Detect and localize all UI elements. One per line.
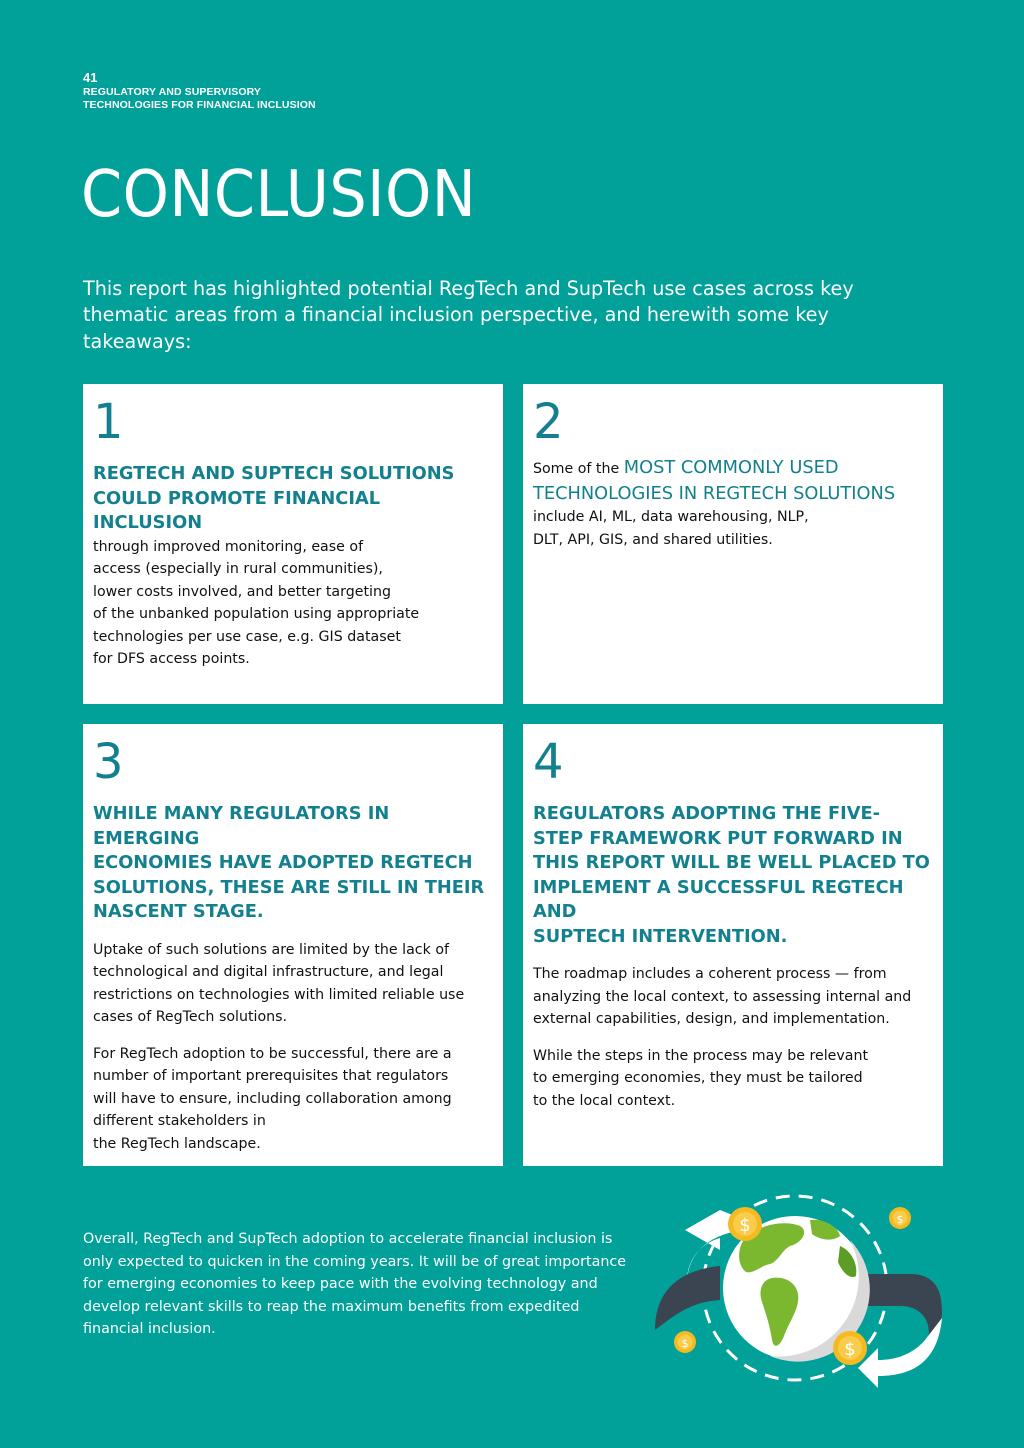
coin-small-top-right-icon [889,1207,911,1229]
page-header [83,70,316,111]
page-number: 41 [83,70,98,85]
card-number: 4 [533,734,564,790]
card-number: 2 [533,394,564,450]
card-lead: Some of the [533,461,624,477]
dark-band-right-icon [860,1274,942,1340]
coin-top-icon [728,1207,762,1241]
card-body: include AI, ML, data warehousing, NLP, DLT, API, GIS, and shared utilities. [533,509,809,548]
running-title-line1: REGULATORY AND SUPERVISORY [83,85,262,98]
svg-text:$: $ [896,1213,904,1226]
coin-bottom-icon [833,1331,867,1365]
card-heading [533,456,933,506]
card-number: 1 [93,394,124,450]
svg-text:$: $ [681,1337,689,1350]
takeaway-card-2 [523,384,943,704]
card-paragraph-1: The roadmap includes a coherent process — from analyzing the local context, to assessing internal and external capabilities, design, and implementation. [533,966,912,1027]
closing-paragraph: Overall, RegTech and SupTech adoption to accelerate financial inclusion is only expected to quicken in the coming years. It will be of great importance for emerging economies to keep pace with the evolving technology and develop relevant skills to reap the maximum benefits from expedited financial inclusion. [83,1231,627,1337]
svg-text:$: $ [844,1339,856,1360]
coin-small-bottom-left-icon [674,1331,696,1353]
card-paragraph-2: While the steps in the process may be relevant to emerging economies, they must be tailored to the local context. [533,1047,869,1109]
card-heading: REGULATORS ADOPTING THE FIVE- STEP FRAMEWORK PUT FORWARD IN THIS REPORT WILL BE WELL PLACED TO IMPLEMENT A SUCCESSFUL REGTECH AND SUPTECH INTERVENTION. [533,803,930,947]
takeaway-card-1 [83,384,503,704]
card-body: through improved monitoring, ease of access (especially in rural communities), lower costs involved, and better targeting of the unbanked population using appropriate technologies per use case, e.g. GIS dataset for DFS access points. [93,538,420,667]
card-heading: WHILE MANY REGULATORS IN EMERGING ECONOMIES HAVE ADOPTED REGTECH SOLUTIONS, THESE ARE STILL IN THEIR NASCENT STAGE. [93,803,485,922]
globe-with-coins-icon [650,1190,950,1400]
card-heading-line1: MOST COMMONLY USED [623,457,839,478]
card-paragraph-1: Uptake of such solutions are limited by the lack of technological and digital infrastructure, and legal restrictions on technologies with limited reliable use cases of RegTech solutions. [93,941,465,1025]
takeaway-card-3 [83,724,503,1166]
card-paragraph-2: For RegTech adoption to be successful, there are a number of important prerequisites that regulators will have to ensure, including collaboration among different stakeholders in the RegTech landscape. [93,1045,452,1152]
intro-paragraph: This report has highlighted potential RegTech and SupTech use cases across key thematic areas from a financial inclusion perspective, and herewith some key takeaways: [83,277,854,353]
card-number: 3 [93,734,124,790]
card-heading: REGTECH AND SUPTECH SOLUTIONS COULD PROMOTE FINANCIAL INCLUSION [93,463,455,533]
running-title-line2: TECHNOLOGIES FOR FINANCIAL INCLUSION [83,98,316,111]
takeaway-card-4 [523,724,943,1166]
coin-symbol: $ [739,1215,751,1236]
card-heading-line2: TECHNOLOGIES IN REGTECH SOLUTIONS [533,482,896,504]
page-title: CONCLUSION [81,158,477,232]
